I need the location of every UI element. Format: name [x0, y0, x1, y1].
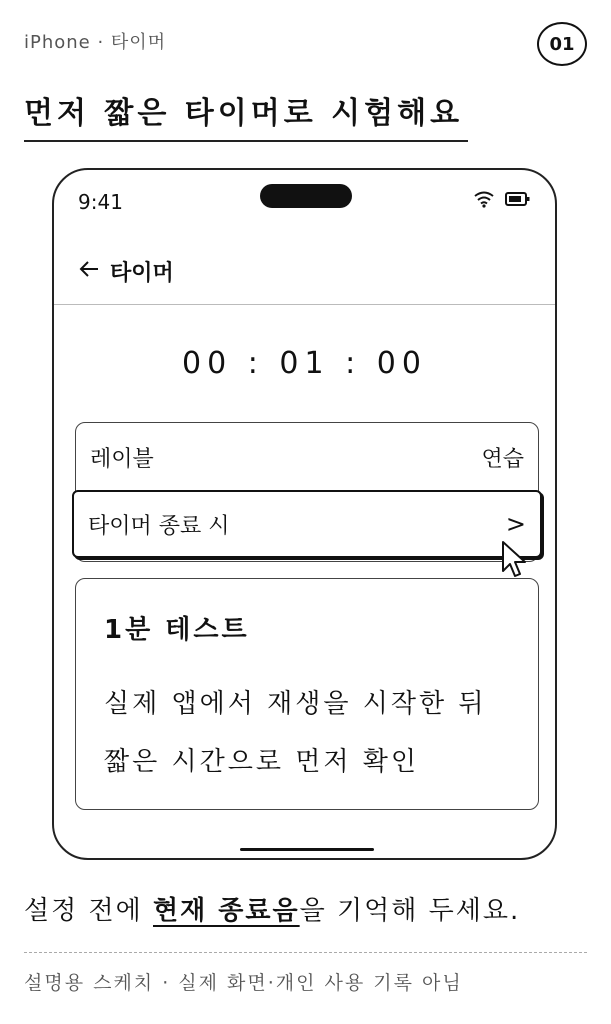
tip-note-post: 을 기억해 두세요.: [299, 896, 521, 926]
status-icons: [473, 190, 531, 212]
test-card-title: 1분 테스트: [104, 615, 250, 645]
tip-note: [24, 890, 520, 927]
timer-display[interactable]: 00 : 01 : 00: [182, 346, 427, 381]
footer-caption: 설명용 스케치 · 실제 화면·개인 사용 기록 아님: [24, 972, 463, 994]
title-underline: [24, 140, 468, 142]
test-card-line-1: 실제 앱에서 재생을 시작한 뒤: [104, 689, 487, 719]
phone-frame: [52, 168, 557, 860]
nav-title: 타이머: [110, 261, 174, 286]
footer-divider: [24, 952, 587, 953]
label-row-value: 연습: [481, 446, 524, 472]
tip-note-pre: 설정 전에: [24, 896, 153, 926]
chevron-right-icon: >: [505, 510, 526, 538]
test-card: [75, 578, 539, 810]
breadcrumb: iPhone · 타이머: [24, 32, 167, 53]
settings-card: [75, 422, 539, 562]
dynamic-island: [260, 184, 352, 208]
test-card-body: [104, 675, 486, 791]
header-divider: [54, 304, 555, 305]
wifi-icon: [473, 190, 495, 212]
status-time: 9:41: [78, 190, 123, 214]
battery-icon: [505, 191, 531, 211]
tip-note-highlight: 현재 종료음: [153, 896, 300, 926]
test-card-line-2: 짧은 시간으로 먼저 확인: [104, 747, 419, 777]
label-row-title: 레이블: [90, 446, 154, 472]
page-title: 먼저 짧은 타이머로 시험해요: [24, 96, 464, 131]
label-row[interactable]: [76, 423, 538, 491]
when-timer-ends-title: 타이머 종료 시: [88, 513, 230, 539]
home-indicator: [240, 848, 374, 851]
page-number-badge: 01: [537, 22, 587, 66]
back-button[interactable]: [78, 256, 174, 287]
when-timer-ends-row[interactable]: [72, 490, 542, 558]
arrow-left-icon: [78, 259, 100, 285]
